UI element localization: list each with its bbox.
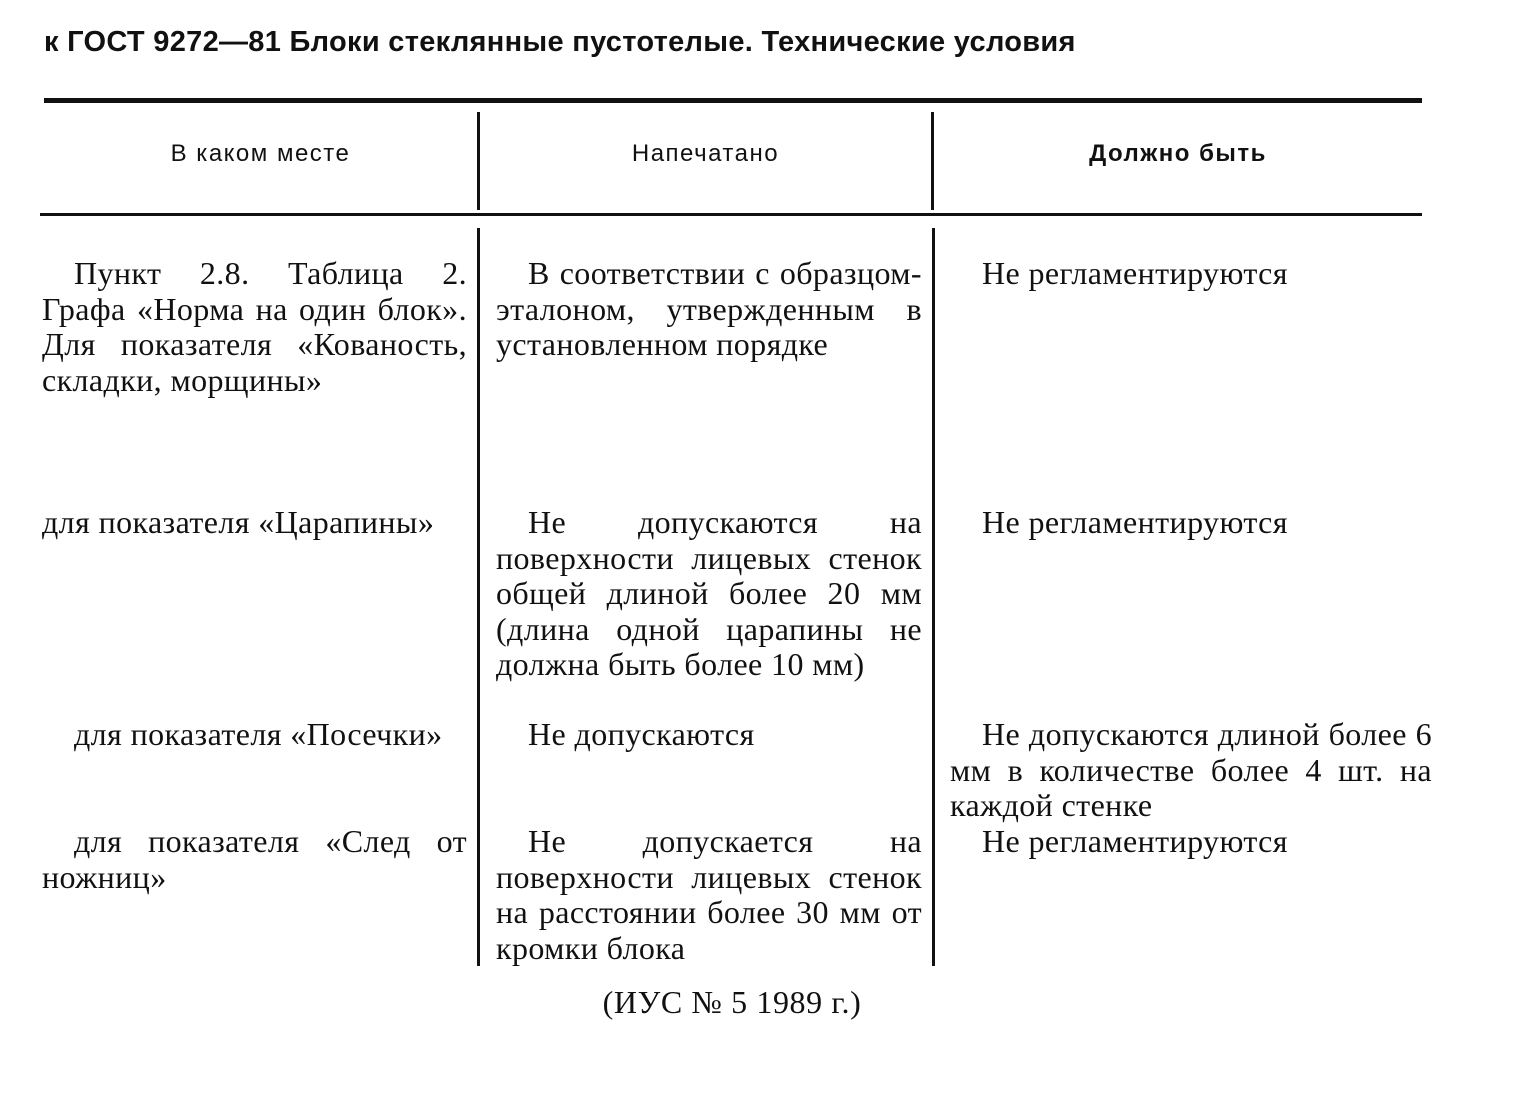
column-header-should-be: Должно быть [1089,140,1267,167]
document-heading: к ГОСТ 9272—81 Блоки стеклянные пустотелые. Технические условия [44,26,1076,58]
table-row-3-location: для показателя «Посечки» [74,716,443,752]
table-row-3-printed: Не допускаются [528,716,755,752]
table-row-3-should-be: Не допускаются длиной более 6 мм в количестве более 4 шт. на каждой стенке [950,716,1432,824]
column-header-location: В каком месте [170,140,351,167]
table-row-4-should-be: Не регламентируются [982,823,1288,859]
table-row-1-location: Пункт 2.8. Таблица 2. Графа «Норма на один блок». Для показателя «Кованость, складки, морщины» [42,255,467,398]
table-row-1-should-be: Не регламентируются [982,255,1288,291]
body-column-divider-2 [932,228,935,966]
footer-note: (ИУС № 5 1989 г.) [602,984,862,1020]
column-header-printed: Напечатано [631,140,780,167]
body-column-divider-1 [477,228,480,966]
table-top-rule [44,98,1422,103]
table-row-1-printed: В соответствии с образцом-эталоном, утвержденным в установленном порядке [496,255,922,363]
table-header-rule [40,213,1422,216]
table-row-4-location: для показателя «След от ножниц» [42,823,467,895]
table-row-2-should-be: Не регламентируются [982,504,1288,540]
table-row-4-printed: Не допускается на поверхности лицевых стенок на расстоянии более 30 мм от кромки блока [496,823,922,966]
table-row-2-printed: Не допускаются на поверхности лицевых стенок общей длиной более 20 мм (длина одной царапины не должна быть более 10 мм) [496,504,922,683]
table-row-2-location: для показателя «Царапины» [42,504,435,540]
